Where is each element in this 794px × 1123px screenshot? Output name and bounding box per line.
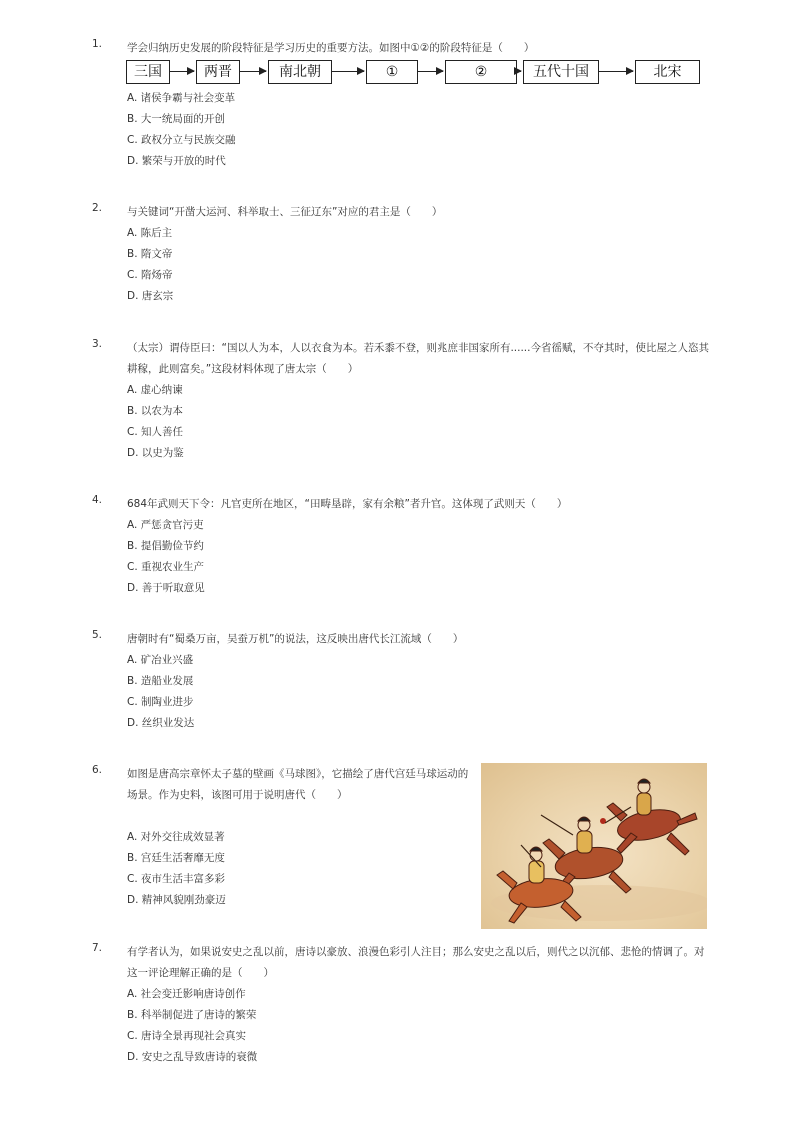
option-c[interactable]: C. 隋炀帝 — [127, 269, 173, 281]
option-b[interactable]: B. 造船业发展 — [127, 675, 194, 687]
option-list — [127, 380, 184, 464]
question-stem: 有学者认为，如果说安史之乱以前，唐诗以豪放、浪漫色彩引人注目；那么安史之乱以后，则代之以沉郁、悲怆的情调了。对这一评论理解正确的是（ ） — [127, 946, 705, 979]
option-a[interactable]: A. 矿冶业兴盛 — [127, 654, 194, 666]
option-a[interactable]: A. 社会变迁影响唐诗创作 — [127, 988, 246, 1000]
option-list — [127, 88, 236, 172]
option-a[interactable]: A. 对外交往成效显著 — [127, 831, 225, 843]
option-a[interactable]: A. 严惩贪官污吏 — [127, 519, 204, 531]
question-number: 1. — [92, 38, 103, 50]
option-c[interactable]: C. 制陶业进步 — [127, 696, 194, 708]
option-b[interactable]: B. 以农为本 — [127, 405, 183, 417]
question-number: 7. — [92, 942, 103, 954]
option-d[interactable]: D. 以史为鉴 — [127, 447, 184, 459]
question-stem: 唐朝时有“蜀桑万亩，吴蚕万机”的说法，这反映出唐代长江流域（ ） — [127, 633, 464, 645]
question-number: 3. — [92, 338, 103, 350]
flow-box-wudai: 五代十国 — [523, 60, 599, 84]
flow-arrow — [418, 71, 443, 72]
flow-box-nanbeichao: 南北朝 — [268, 60, 332, 84]
option-c[interactable]: C. 夜市生活丰富多彩 — [127, 873, 226, 885]
option-b[interactable]: B. 隋文帝 — [127, 248, 173, 260]
option-b[interactable]: B. 科举制促进了唐诗的繁荣 — [127, 1009, 257, 1021]
question-stem: 684年武则天下令：凡官吏所在地区，“田畴垦辟，家有余粮”者升官。这体现了武则天（ ） — [127, 498, 568, 510]
flow-box-liangjin: 两晋 — [196, 60, 240, 84]
option-d[interactable]: D. 唐玄宗 — [127, 290, 174, 302]
option-d[interactable]: D. 善于听取意见 — [127, 582, 205, 594]
question-stem: 与关键词“开凿大运河、科举取士、三征辽东”对应的君主是（ ） — [127, 206, 443, 218]
flow-box-beisong: 北宋 — [635, 60, 700, 84]
question-number: 4. — [92, 494, 103, 506]
option-c[interactable]: C. 重视农业生产 — [127, 561, 205, 573]
option-a[interactable]: A. 诸侯争霸与社会变革 — [127, 92, 236, 104]
flow-arrow — [332, 71, 364, 72]
option-d[interactable]: D. 安史之乱导致唐诗的衰微 — [127, 1051, 258, 1063]
question-stem: 学会归纳历史发展的阶段特征是学习历史的重要方法。如图中①②的阶段特征是（ ） — [127, 42, 535, 54]
option-list — [127, 223, 173, 307]
flow-arrow — [240, 71, 266, 72]
flow-arrow — [599, 71, 633, 72]
question-number: 6. — [92, 764, 103, 776]
flow-box-sanguo: 三国 — [126, 60, 170, 84]
question-number: 2. — [92, 202, 103, 214]
option-b[interactable]: B. 大一统局面的开创 — [127, 113, 225, 125]
flow-arrow — [170, 71, 194, 72]
option-d[interactable]: D. 丝织业发达 — [127, 717, 195, 729]
option-d[interactable]: D. 繁荣与开放的时代 — [127, 155, 226, 167]
polo-mural-drawing — [481, 763, 707, 929]
option-list — [127, 650, 194, 734]
question-stem: 如图是唐高宗章怀太子墓的壁画《马球图》，它描绘了唐代宫廷马球运动的场景。作为史料，该图可用于说明唐代（ ） — [127, 768, 469, 801]
option-a[interactable]: A. 陈后主 — [127, 227, 173, 239]
flow-box-blank-2: ② — [445, 60, 517, 84]
option-c[interactable]: C. 知人善任 — [127, 426, 184, 438]
option-b[interactable]: B. 提倡勤俭节约 — [127, 540, 204, 552]
flow-box-blank-1: ① — [366, 60, 418, 84]
dynasty-flow-diagram — [126, 60, 706, 86]
horse-rider-1 — [607, 779, 697, 855]
question-number: 5. — [92, 629, 103, 641]
option-list — [127, 515, 205, 599]
polo-mural-image — [481, 763, 707, 929]
option-list — [127, 827, 226, 911]
flow-arrow — [517, 71, 521, 72]
option-list — [127, 984, 257, 1068]
option-c[interactable]: C. 政权分立与民族交融 — [127, 134, 236, 146]
option-d[interactable]: D. 精神风貌刚劲豪迈 — [127, 894, 226, 906]
option-b[interactable]: B. 宫廷生活奢靡无度 — [127, 852, 225, 864]
question-stem: （太宗）谓侍臣曰：“国以人为本，人以衣食为本。若禾黍不登，则兆庶非国家所有......今省徭赋，不夺其时，使比屋之人恣其耕稼，此则富矣。”这段材料体现了唐太宗（ ） — [127, 342, 709, 375]
option-c[interactable]: C. 唐诗全景再现社会真实 — [127, 1030, 247, 1042]
option-a[interactable]: A. 虚心纳谏 — [127, 384, 183, 396]
